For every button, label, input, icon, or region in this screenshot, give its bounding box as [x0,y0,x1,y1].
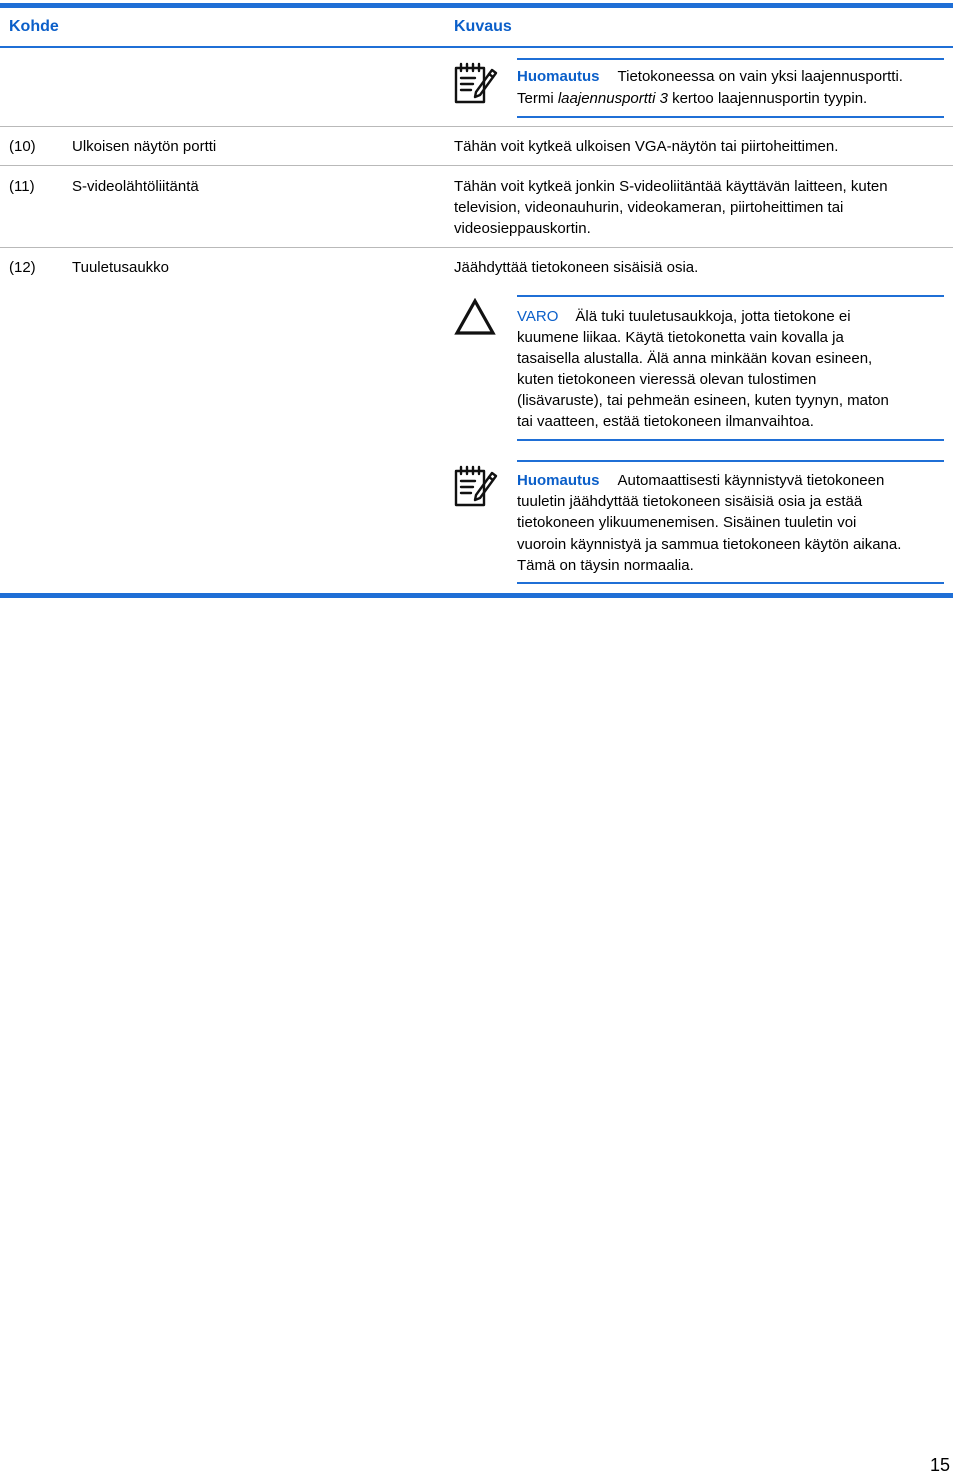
note2-label: Huomautus [517,472,600,489]
page-number: 15 [930,1455,951,1475]
note2-text-line1 [517,470,884,491]
note1-line2-post: kertoo laajennusportin tyypin. [667,90,868,107]
column-header-item: Kohde [9,18,59,35]
row11-number: (11) [9,178,35,195]
note-pad-pencil-icon [452,60,498,110]
note1-line2-pre: Termi [517,90,558,107]
column-header-description: Kuvaus [454,18,512,35]
row-divider [0,247,953,248]
note1-top-rule [517,58,944,60]
note1-bottom-rule [517,116,944,118]
row-divider [0,165,953,166]
caution-line4: kuten tietokoneen vieressä olevan tulostimen [517,371,817,388]
note1-line1: Tietokoneessa on vain yksi laajennusportti. [617,68,903,85]
note2-line2: tuuletin jäähdyttää tietokoneen sisäisiä osia ja estää [517,493,863,510]
caution-line6: tai vaatteen, estää tietokoneen ilmanvaihtoa. [517,413,814,430]
note2-line4: vuoroin käynnistyä ja sammua tietokoneen käytön aikana. [517,536,902,553]
row10-number: (10) [9,138,36,155]
row11-description-line2: television, videonauhurin, videokameran, piirtoheittimen tai [454,199,844,216]
caution-line2: kuumene liikaa. Käytä tietokonetta vain kovalla ja [517,329,844,346]
note1-text-line1 [517,66,903,87]
note2-line1: Automaattisesti käynnistyvä tietokoneen [617,472,885,489]
row12-description: Jäähdyttää tietokoneen sisäisiä osia. [454,259,699,276]
caution-line1: Älä tuki tuuletusaukkoja, jotta tietokone ei [575,308,851,325]
caution-line5: (lisävaruste), tai pehmeän esineen, kuten tyynyn, maton [517,392,889,409]
caution-bottom-rule [517,439,944,441]
caution-label: VARO [517,308,559,325]
row-divider [0,126,953,127]
row10-item: Ulkoisen näytön portti [72,138,217,155]
note2-line5: Tämä on täysin normaalia. [517,557,694,574]
note2-line3: tietokoneen ylikuumenemisen. Sisäinen tuuletin voi [517,514,857,531]
row11-description-line1: Tähän voit kytkeä jonkin S-videoliitäntää käyttävän laitteen, kuten [454,178,888,195]
note-pad-pencil-icon [452,463,498,513]
header-bottom-rule [0,46,953,48]
caution-line3: tasaisella alustalla. Älä anna minkään kovan esineen, [517,350,873,367]
caution-top-rule [517,295,944,297]
row11-item: S-videolähtöliitäntä [72,178,199,195]
note1-term-italic: laajennusportti 3 [557,90,668,107]
row12-item: Tuuletusaukko [72,259,170,276]
caution-text-line1 [517,306,851,327]
row11-description-line3: videosieppauskortin. [454,220,591,237]
warning-triangle-icon [454,298,496,340]
row12-number: (12) [9,259,36,276]
note1-label: Huomautus [517,68,600,85]
table-bottom-rule [0,593,953,598]
note2-top-rule [517,460,944,462]
table-top-rule [0,3,953,8]
row10-description: Tähän voit kytkeä ulkoisen VGA-näytön tai piirtoheittimen. [454,138,839,155]
note2-bottom-rule [517,582,944,584]
note1-text-line2 [517,88,867,109]
